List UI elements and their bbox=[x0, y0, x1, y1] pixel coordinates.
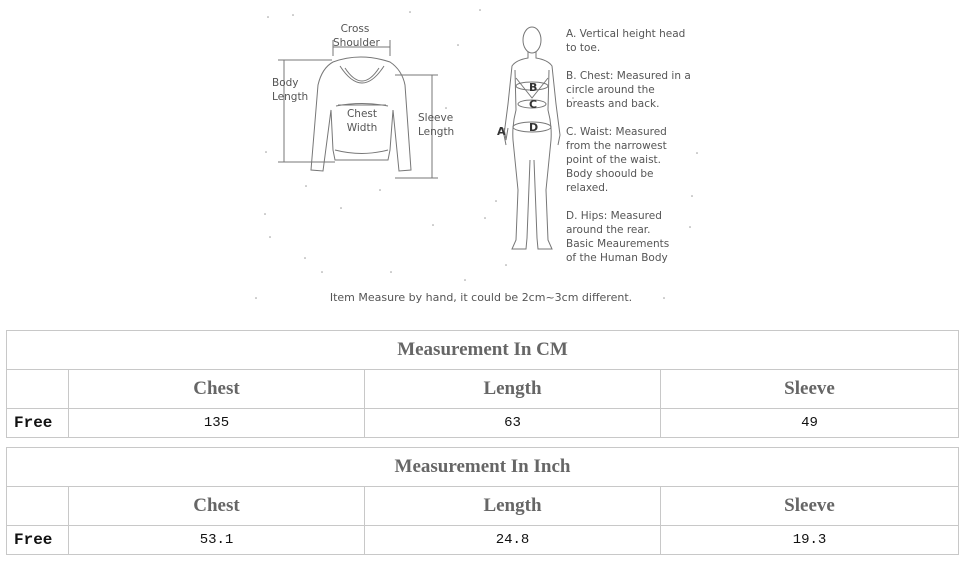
cm-sleeve-value: 49 bbox=[661, 409, 959, 438]
inch-header-chest: Chest bbox=[69, 487, 365, 526]
measurement-disclaimer: Item Measure by hand, it could be 2cm~3cm different. bbox=[329, 291, 633, 304]
chest-width-label: Chest Width bbox=[346, 108, 378, 134]
body-length-label: Body Length bbox=[272, 77, 309, 103]
body-letter-b: B bbox=[529, 81, 538, 94]
body-letter-a: A bbox=[497, 125, 506, 138]
inch-header-sleeve: Sleeve bbox=[661, 487, 959, 526]
inch-table-row bbox=[7, 526, 959, 555]
cm-length-value: 63 bbox=[365, 409, 661, 438]
note-a-height: A. Vertical height head to toe. bbox=[566, 28, 686, 54]
human-body-drawing bbox=[504, 27, 560, 249]
note-b-chest: B. Chest: Measured in a circle around the breasts and back. bbox=[566, 70, 691, 110]
note-d-hips: D. Hips: Measured around the rear. Basic Meaurements of the Human Body bbox=[566, 210, 670, 264]
inch-size-label: Free bbox=[7, 526, 69, 555]
cross-shoulder-label: Cross Shoulder bbox=[333, 23, 380, 49]
cm-table-row bbox=[7, 409, 959, 438]
cm-table-title: Measurement In CM bbox=[7, 331, 959, 370]
cm-chest-value: 135 bbox=[69, 409, 365, 438]
cm-header-chest: Chest bbox=[69, 370, 365, 409]
sleeve-length-label: Sleeve Length bbox=[418, 112, 455, 138]
body-letter-c: C bbox=[529, 98, 538, 111]
cm-size-label: Free bbox=[7, 409, 69, 438]
body-letter-d: D bbox=[529, 121, 539, 134]
inch-sleeve-value: 19.3 bbox=[661, 526, 959, 555]
cm-header-length: Length bbox=[365, 370, 661, 409]
inch-header-blank bbox=[7, 487, 69, 526]
inch-header-length: Length bbox=[365, 487, 661, 526]
inch-length-value: 24.8 bbox=[365, 526, 661, 555]
inch-chest-value: 53.1 bbox=[69, 526, 365, 555]
cm-measurement-table bbox=[6, 330, 959, 438]
note-c-waist: C. Waist: Measured from the narrowest point of the waist. Body shoould be relaxed. bbox=[566, 126, 667, 194]
cm-header-sleeve: Sleeve bbox=[661, 370, 959, 409]
inch-table-title: Measurement In Inch bbox=[7, 448, 959, 487]
cm-header-blank bbox=[7, 370, 69, 409]
inch-measurement-table bbox=[6, 447, 959, 555]
